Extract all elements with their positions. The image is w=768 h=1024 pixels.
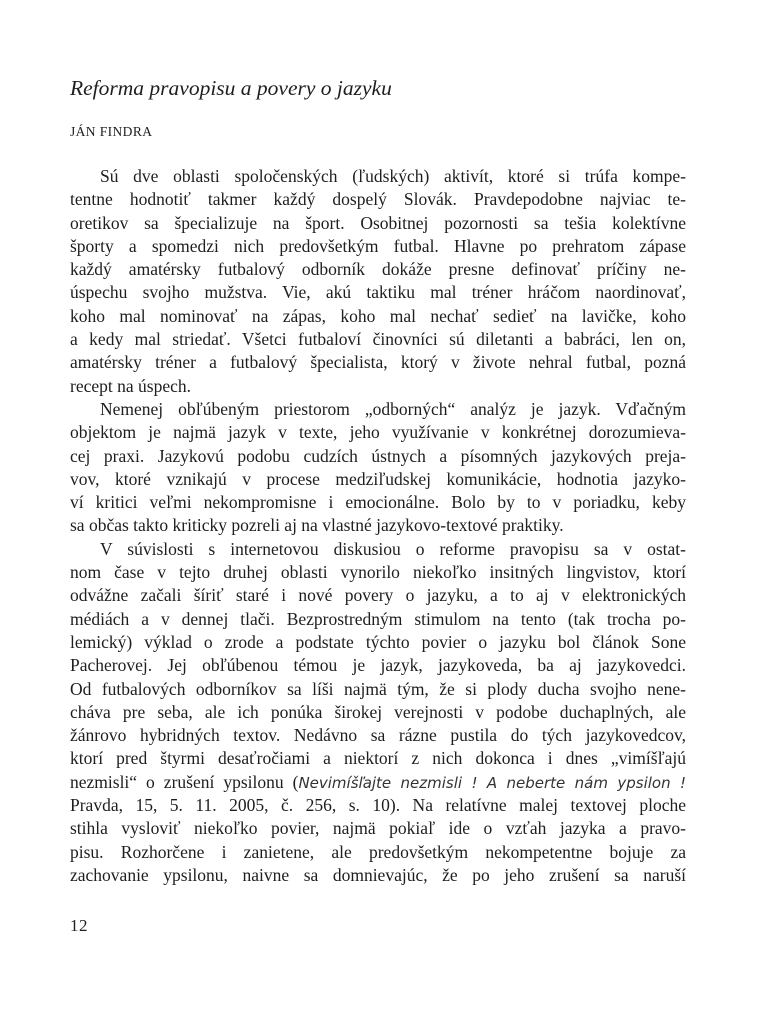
text-line: stihla vysloviť niekoľko povier, najmä pokiaľ ide o vzťah jazyka a pravo-: [70, 818, 686, 839]
text-line: cháva pre seba, ale ich ponúka širokej verejnosti v podobe duchaplných, ale: [70, 701, 686, 722]
text-line: V súvislosti s internetovou diskusiou o reforme pravopisu sa v ostat-: [100, 538, 686, 559]
text-line: odvážne začali šíriť staré i nové povery o jazyku, a to aj v elektronických: [70, 585, 686, 606]
article-title: Reforma pravopisu a povery o jazyku: [70, 76, 392, 100]
text-line: úspechu svojho mužstva. Vie, akú taktiku mal tréner hráčom naordinovať,: [70, 282, 686, 303]
text-line: vov, ktoré vznikajú v procese medziľudskej komunikácie, hodnotia jazyko-: [70, 468, 686, 489]
text-line: ktorí pred štyrmi desaťročiami a niektorí z nich dokonca i dnes „vimíšľajú: [70, 748, 686, 769]
text-line: Nemenej obľúbeným priestorom „odborných“ analýz je jazyk. Vďačným: [100, 398, 686, 419]
text-line: pisu. Rozhorčene i zanietene, ale predovšetkým nekompetentne bojuje za: [70, 841, 686, 862]
text-line: cej praxi. Jazykovú podobu cudzích ústnych a písomných jazykových preja-: [70, 445, 686, 466]
text-line: nom čase v tejto druhej oblasti vynorilo niekoľko insitných lingvistov, ktorí: [70, 562, 686, 583]
text-line: Sú dve oblasti spoločenských (ľudských) aktivít, ktoré si trúfa kompe-: [100, 166, 686, 186]
text-line: Pravda, 15, 5. 11. 2005, č. 256, s. 10). Na relatívne malej textovej ploche: [70, 795, 686, 816]
text-line: každý amatérsky futbalový odborník dokáže presne definovať príčiny ne-: [70, 259, 686, 280]
text-line: lemický) výklad o zrode a podstate týchto povier o jazyku bol článok Sone: [70, 631, 686, 652]
citation-prefix: nezmisli“ o zrušení ypsilonu (: [70, 771, 299, 792]
page-number: 12: [70, 916, 88, 935]
text-line: oretikov sa špecializuje na šport. Osobitnej pozornosti sa tešia kolektívne: [70, 212, 686, 233]
text-line: Pacherovej. Jej obľúbenou témou je jazyk, jazykoveda, ba aj jazykovedci.: [70, 655, 686, 676]
text-line: objektom je najmä jazyk v texte, jeho využívanie v konkrétnej dorozumieva-: [70, 422, 686, 443]
text-line: Od futbalových odborníkov sa líši najmä tým, že si plody ducha svojho nene-: [70, 678, 686, 699]
text-line: tentne hodnotiť takmer každý dospelý Slovák. Pravdepodobne najviac te-: [70, 189, 686, 210]
text-line: ví kritici veľmi nekompromisne i emocionálne. Bolo by to v poriadku, keby: [70, 492, 686, 513]
text-line: koho mal nominovať na zápas, koho mal nechať sedieť na lavičke, koho: [70, 305, 686, 326]
text-line-with-citation: [70, 771, 686, 794]
text-line: a kedy mal striedať. Všetci futbaloví činovníci sú diletanti a babráci, len on,: [70, 329, 686, 350]
text-line: zachovanie ypsilonu, naivne sa domnievajúc, že po jeho zrušení sa naruší: [70, 864, 686, 885]
text-line: médiách a v dennej tlači. Bezprostredným stimulom na tento (tak trocha po-: [70, 608, 686, 629]
text-line: športy a spomedzi nich predovšetkým futbal. Hlavne po prehratom zápase: [70, 235, 686, 256]
citation-italic-title: Nevimíšľajte nezmisli ! A neberte nám ypsilon !: [298, 773, 686, 792]
article-body: [70, 165, 686, 887]
text-line: recept na úspech.: [70, 375, 191, 396]
text-line: amatérsky tréner a futbalový špecialista, ktorý v živote nehral futbal, pozná: [70, 352, 686, 373]
document-page: [70, 0, 686, 1024]
text-line: sa občas takto kriticky pozreli aj na vlastné jazykovo-textové praktiky.: [70, 515, 564, 536]
text-line: žánrovo hybridných textov. Nedávno sa rázne pustila do tých jazykovedcov,: [70, 725, 686, 746]
author-name: JÁN FINDRA: [70, 124, 153, 139]
